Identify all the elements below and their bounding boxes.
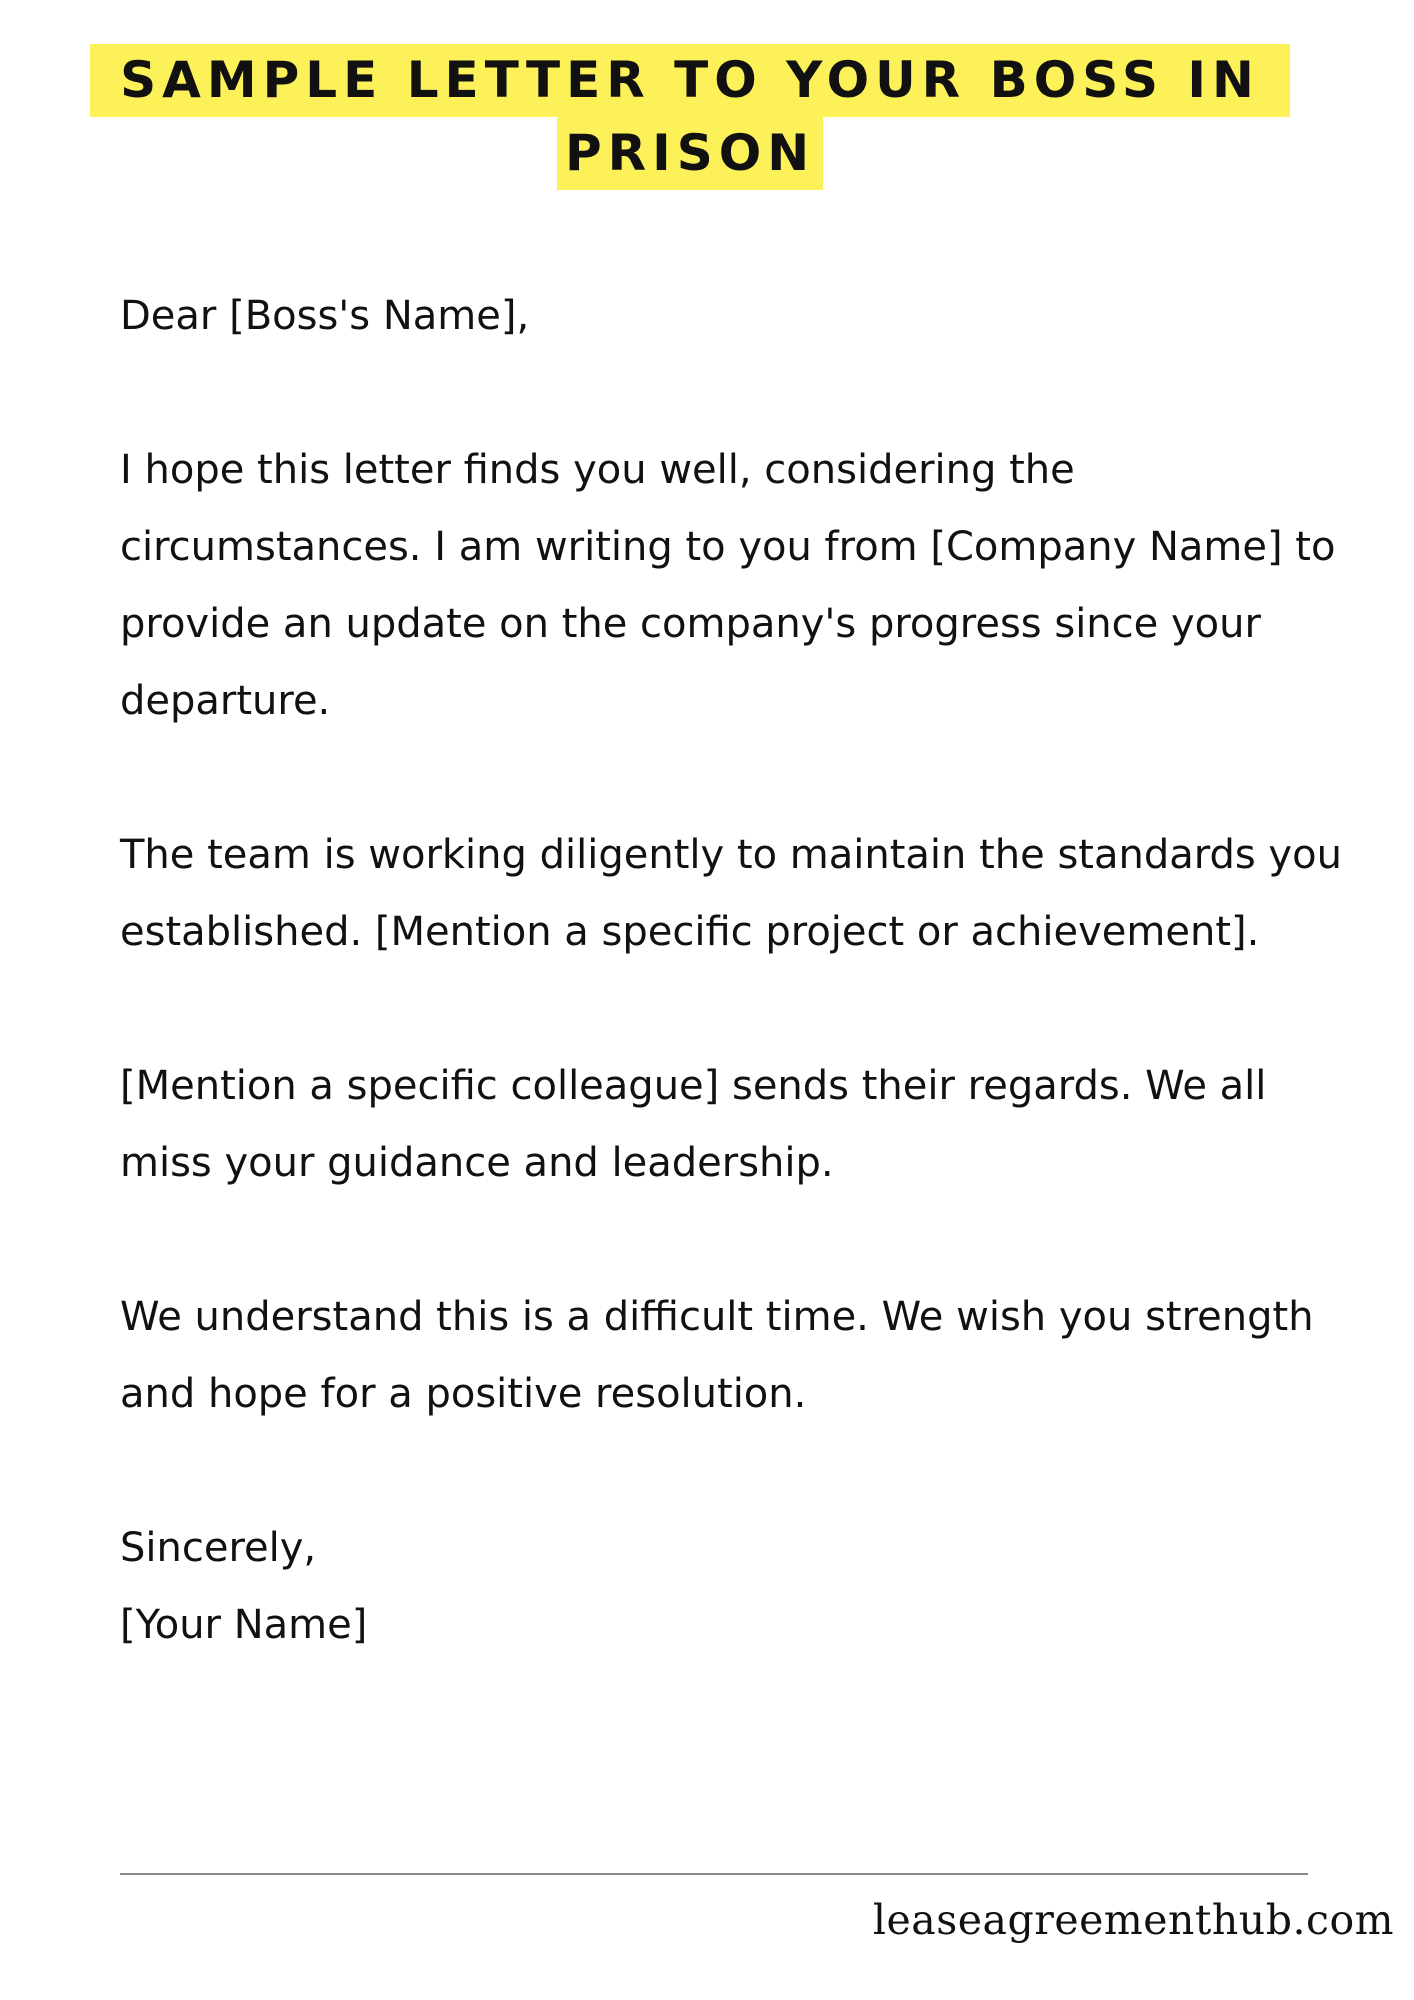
title-line-2: PRISON	[557, 117, 823, 190]
closing: Sincerely,	[120, 1525, 317, 1571]
paragraph-2: The team is working diligently to maintain the standards you established. [Mention a specific project or achievement].	[120, 832, 1342, 955]
salutation: Dear [Boss's Name],	[120, 293, 530, 339]
footer-website: leaseagreementhub.com	[872, 1896, 1394, 1944]
letter-body	[120, 278, 1360, 1664]
signature: [Your Name]	[120, 1602, 368, 1648]
paragraph-4: We understand this is a difficult time. We wish you strength and hope for a positive resolution.	[120, 1294, 1314, 1417]
page-title	[0, 44, 1380, 190]
paragraph-1: I hope this letter finds you well, considering the circumstances. I am writing to you from [Company Name] to provide an update on the company's progress since your departure.	[120, 447, 1336, 724]
title-line-1: SAMPLE LETTER TO YOUR BOSS IN	[90, 44, 1290, 117]
paragraph-3: [Mention a specific colleague] sends their regards. We all miss your guidance and leadership.	[120, 1063, 1267, 1186]
footer-divider	[120, 1873, 1308, 1875]
